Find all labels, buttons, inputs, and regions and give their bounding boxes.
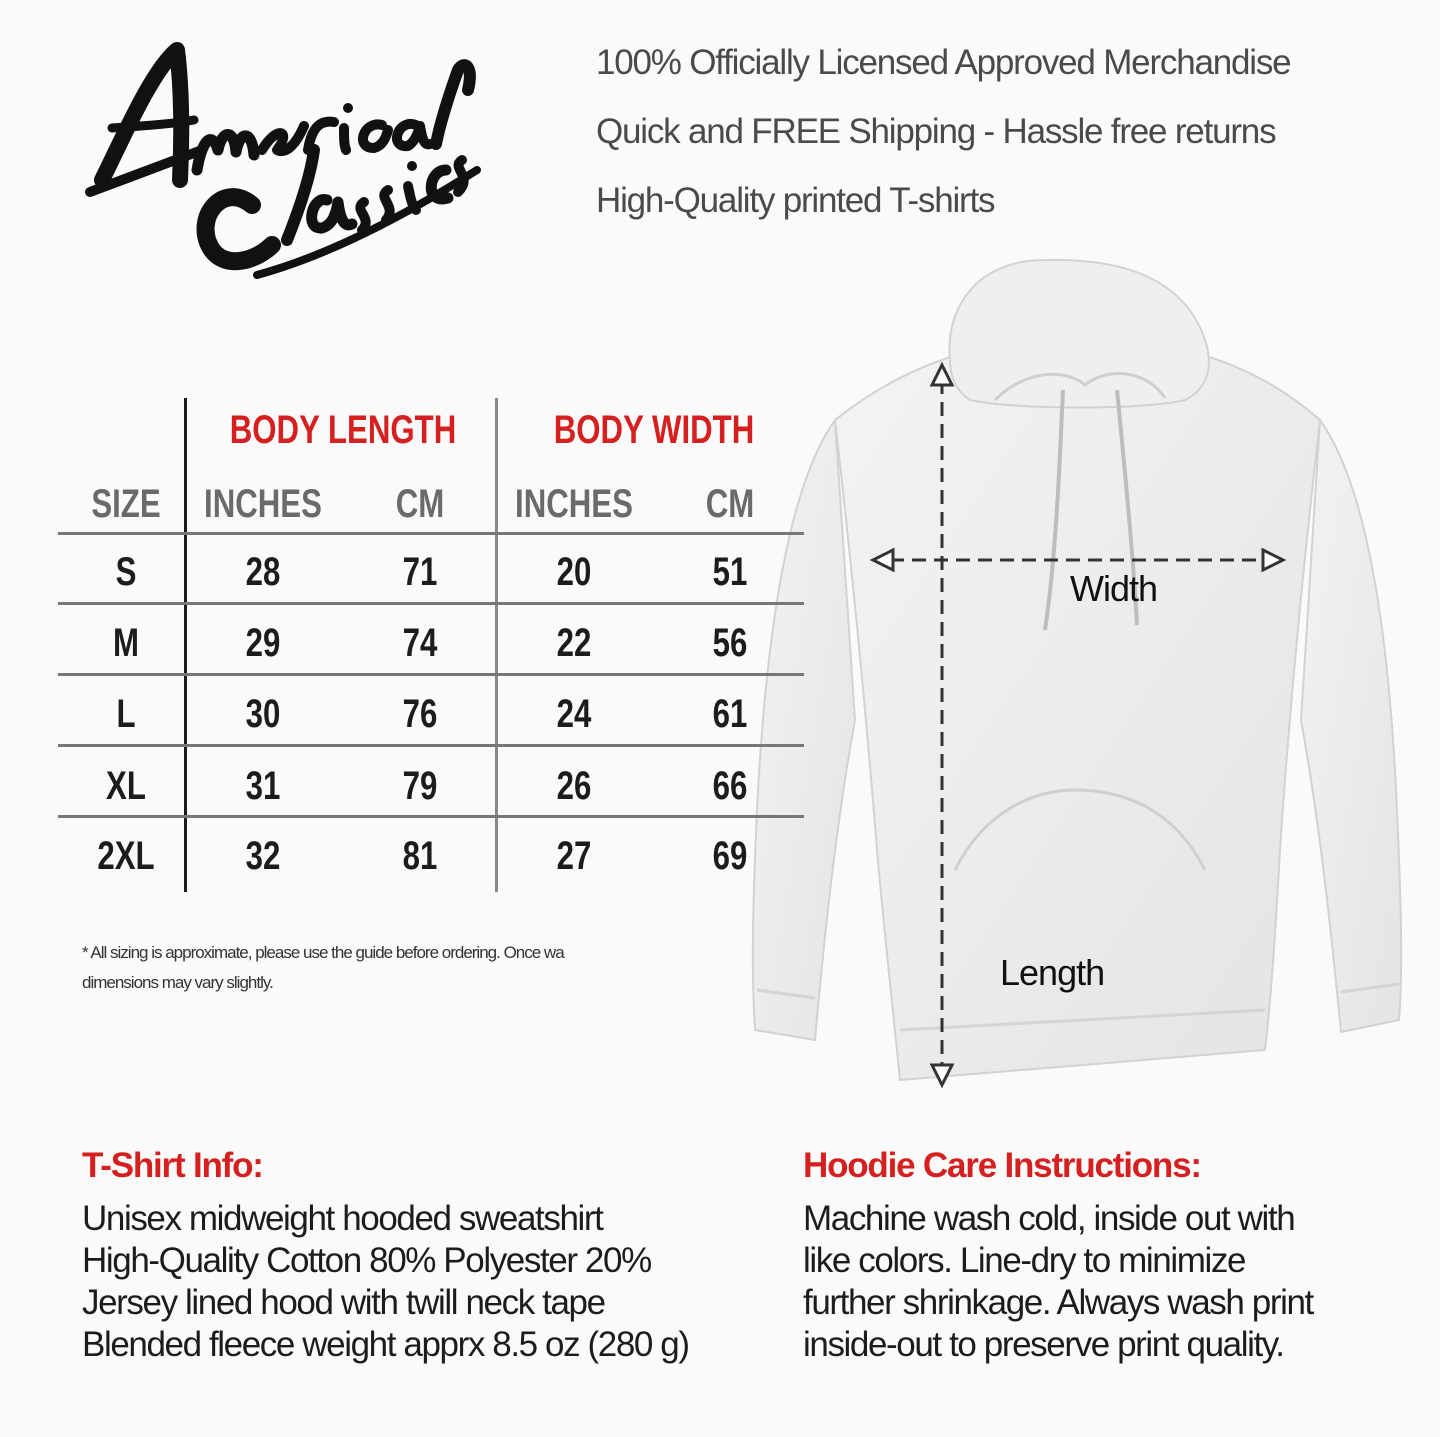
tagline: High-Quality printed T-shirts — [596, 181, 995, 220]
care-line: further shrinkage. Always wash print — [803, 1283, 1313, 1322]
sizing-note-line: dimensions may vary slightly. — [82, 973, 273, 992]
row-divider — [58, 602, 804, 605]
tshirt-info-line: High-Quality Cotton 80% Polyester 20% — [82, 1241, 651, 1280]
length-label: Length — [1000, 952, 1105, 993]
table-cell: 24 — [556, 692, 592, 736]
table-cell: 56 — [712, 621, 748, 665]
table-cell: 79 — [402, 764, 438, 808]
tshirt-info-list — [82, 1198, 689, 1366]
size-chart — [58, 398, 804, 894]
row-divider — [58, 532, 804, 535]
width-label: Width — [1070, 568, 1158, 609]
table-cell: 30 — [245, 692, 281, 736]
table-cell: 69 — [712, 834, 748, 878]
table-cell: 22 — [556, 621, 592, 665]
tshirt-info-line: Blended fleece weight apprx 8.5 oz (280 g) — [82, 1325, 689, 1364]
table-cell: 29 — [245, 621, 281, 665]
table-cell-size: L — [116, 692, 136, 736]
sizing-note-line: * All sizing is approximate, please use the guide before ordering. Once wa — [82, 943, 564, 962]
table-cell: 26 — [556, 764, 592, 808]
tshirt-info-line: Jersey lined hood with twill neck tape — [82, 1283, 605, 1322]
care-line: like colors. Line-dry to minimize — [803, 1241, 1246, 1280]
column-header-length-cm: CM — [395, 482, 445, 526]
table-cell: 61 — [712, 692, 748, 736]
care-list — [803, 1198, 1313, 1366]
table-cell-size: M — [112, 621, 139, 665]
tagline-list — [596, 42, 1290, 249]
tshirt-info-title: T-Shirt Info: — [82, 1146, 263, 1185]
care-line: Machine wash cold, inside out with — [803, 1199, 1295, 1238]
group-header-body-length: BODY LENGTH — [229, 408, 457, 452]
tshirt-info-line: Unisex midweight hooded sweatshirt — [82, 1199, 603, 1238]
table-cell-size: XL — [106, 764, 146, 808]
table-cell: 20 — [556, 550, 592, 594]
care-title: Hoodie Care Instructions: — [803, 1146, 1201, 1185]
table-cell: 66 — [712, 764, 748, 808]
table-cell: 71 — [402, 550, 438, 594]
table-cell: 74 — [402, 621, 438, 665]
table-cell: 81 — [402, 834, 438, 878]
group-header-body-width: BODY WIDTH — [553, 408, 755, 452]
row-divider — [58, 815, 804, 818]
sizing-note — [82, 938, 648, 998]
row-divider — [58, 673, 804, 676]
table-cell: 31 — [245, 764, 281, 808]
column-header-size: SIZE — [91, 482, 161, 526]
table-cell: 32 — [245, 834, 281, 878]
tagline: 100% Officially Licensed Approved Merchandise — [596, 43, 1291, 82]
care-line: inside-out to preserve print quality. — [803, 1325, 1284, 1364]
table-cell: 28 — [245, 550, 281, 594]
table-cell-size: 2XL — [97, 834, 155, 878]
row-divider — [58, 744, 804, 747]
table-cell-size: S — [115, 550, 137, 594]
table-cell: 76 — [402, 692, 438, 736]
column-header-length-inches: INCHES — [204, 482, 322, 526]
tagline: Quick and FREE Shipping - Hassle free returns — [596, 112, 1276, 151]
brand-logo — [82, 30, 482, 290]
table-cell: 51 — [712, 550, 748, 594]
table-cell: 27 — [556, 834, 592, 878]
column-header-width-cm: CM — [705, 482, 755, 526]
column-header-width-inches: INCHES — [515, 482, 633, 526]
